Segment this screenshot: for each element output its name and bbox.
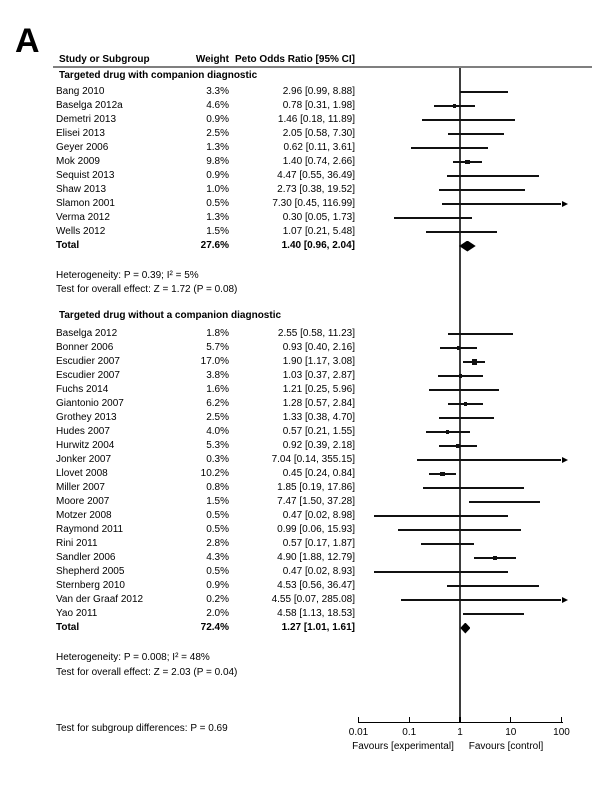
study-label: Jonker 2007 <box>56 454 112 465</box>
point-marker <box>479 333 481 335</box>
study-label: Mok 2009 <box>56 156 100 167</box>
study-estimate: 7.30 [0.45, 116.99] <box>272 198 355 209</box>
study-estimate: 1.07 [0.21, 5.48] <box>282 226 355 237</box>
study-label: Bang 2010 <box>56 86 105 97</box>
study-estimate: 0.30 [0.05, 1.73] <box>282 212 355 223</box>
study-estimate: 4.90 [1.88, 12.79] <box>277 552 355 563</box>
study-weight: 1.0% <box>206 184 229 195</box>
study-label: Rini 2011 <box>56 538 98 549</box>
study-weight: 2.5% <box>206 412 229 423</box>
study-label: Miller 2007 <box>56 482 105 493</box>
study-estimate: 1.40 [0.96, 2.04] <box>281 240 355 251</box>
study-label: Slamon 2001 <box>56 198 115 209</box>
point-marker <box>492 613 495 616</box>
axis-tick-label: 10 <box>505 727 517 738</box>
study-label: Baselga 2012a <box>56 100 123 111</box>
study-label: Sequist 2013 <box>56 170 115 181</box>
study-label: Moore 2007 <box>56 496 110 507</box>
point-marker <box>492 585 494 587</box>
study-label: Demetri 2013 <box>56 114 117 125</box>
point-marker <box>503 501 505 503</box>
study-weight: 72.4% <box>200 622 229 633</box>
study-label: Fuchs 2014 <box>56 384 109 395</box>
study-label: Yao 2011 <box>56 608 98 619</box>
study-estimate: 0.99 [0.06, 15.93] <box>277 524 355 535</box>
axis-label-favours-experimental: Favours [experimental] <box>352 741 454 752</box>
ci-line <box>401 599 561 600</box>
study-label: Total <box>56 622 80 633</box>
axis-tick <box>459 717 460 723</box>
column-header-estimate: Peto Odds Ratio [95% CI] <box>234 54 355 65</box>
point-marker <box>473 487 475 489</box>
study-estimate: 7.04 [0.14, 355.15] <box>271 454 355 465</box>
axis-tick <box>510 717 511 723</box>
study-weight: 0.3% <box>206 454 229 465</box>
study-weight: 10.2% <box>200 468 229 479</box>
study-estimate: 1.40 [0.74, 2.66] <box>282 156 355 167</box>
total-diamond <box>459 241 476 252</box>
study-label: Geyer 2006 <box>56 142 109 153</box>
study-estimate: 1.27 [1.01, 1.61] <box>281 622 355 633</box>
study-label: Sandler 2006 <box>56 552 116 563</box>
heterogeneity-text: Heterogeneity: P = 0.008; I² = 48% <box>56 652 210 663</box>
study-estimate: 4.53 [0.56, 36.47] <box>277 580 355 591</box>
ci-line <box>417 459 562 460</box>
study-weight: 0.5% <box>206 566 229 577</box>
point-marker <box>464 402 468 406</box>
study-weight: 2.5% <box>206 128 229 139</box>
point-marker <box>467 119 469 121</box>
axis-tick-label: 0.01 <box>348 727 369 738</box>
study-weight: 0.9% <box>206 114 229 125</box>
study-label: Shepherd 2005 <box>56 566 125 577</box>
study-estimate: 7.47 [1.50, 37.28] <box>277 496 355 507</box>
axis-tick <box>409 717 410 723</box>
study-label: Hudes 2007 <box>56 426 110 437</box>
study-weight: 4.6% <box>206 100 229 111</box>
study-weight: 0.5% <box>206 510 229 521</box>
point-marker <box>493 556 496 559</box>
point-marker <box>442 515 444 517</box>
study-estimate: 2.55 [0.58, 11.23] <box>277 328 355 339</box>
ci-line <box>374 515 509 516</box>
study-weight: 0.2% <box>206 594 229 605</box>
ci-line <box>374 571 508 572</box>
study-weight: 1.8% <box>206 328 229 339</box>
study-weight: 4.3% <box>206 552 229 563</box>
study-estimate: 0.93 [0.40, 2.16] <box>282 342 355 353</box>
axis-tick-label: 0.1 <box>402 727 417 738</box>
study-estimate: 0.62 [0.11, 3.61] <box>283 142 355 153</box>
heterogeneity-text: Heterogeneity: P = 0.39; I² = 5% <box>56 269 199 281</box>
point-marker <box>453 104 456 107</box>
study-weight: 17.0% <box>200 356 229 367</box>
study-weight: 2.8% <box>206 538 229 549</box>
study-estimate: 0.78 [0.31, 1.98] <box>282 100 355 111</box>
study-label: Total <box>56 240 80 251</box>
study-weight: 3.8% <box>206 370 229 381</box>
point-marker <box>440 472 444 476</box>
study-label: Escudier 2007 <box>56 356 120 367</box>
point-marker <box>432 217 434 219</box>
point-marker <box>493 599 495 601</box>
axis-label-favours-control: Favours [control] <box>468 741 544 752</box>
study-weight: 5.3% <box>206 440 229 451</box>
subgroup-title: Targeted drug with companion diagnostic <box>59 69 258 81</box>
study-weight: 9.8% <box>206 156 229 167</box>
study-estimate: 1.03 [0.37, 2.87] <box>282 370 355 381</box>
study-estimate: 2.05 [0.58, 7.30] <box>282 128 355 139</box>
study-label: Motzer 2008 <box>56 510 112 521</box>
arrow-right-icon <box>562 201 568 207</box>
point-marker <box>457 346 460 349</box>
arrow-right-icon <box>562 597 568 603</box>
study-estimate: 0.45 [0.24, 0.84] <box>282 468 355 479</box>
point-marker <box>442 571 444 573</box>
study-label: Raymond 2011 <box>56 524 124 535</box>
point-marker <box>448 147 450 149</box>
study-label: Bonner 2006 <box>56 342 114 353</box>
study-weight: 3.3% <box>206 86 229 97</box>
study-estimate: 0.57 [0.21, 1.55] <box>282 426 355 437</box>
point-marker <box>463 389 465 391</box>
study-label: Shaw 2013 <box>56 184 107 195</box>
study-label: Wells 2012 <box>56 226 106 237</box>
total-diamond <box>460 623 470 634</box>
arrow-right-icon <box>562 457 568 463</box>
study-estimate: 2.96 [0.99, 8.88] <box>282 86 355 97</box>
study-label: Van der Graaf 2012 <box>56 594 144 605</box>
study-label: Verma 2012 <box>56 212 110 223</box>
study-weight: 4.0% <box>206 426 229 437</box>
study-estimate: 1.46 [0.18, 11.89] <box>277 114 355 125</box>
column-header-study: Study or Subgroup <box>59 54 150 65</box>
study-label: Grothey 2013 <box>56 412 117 423</box>
study-estimate: 1.90 [1.17, 3.08] <box>282 356 355 367</box>
point-marker <box>472 359 477 364</box>
overall-effect-text: Test for overall effect: Z = 2.03 (P = 0.04) <box>56 666 238 678</box>
point-marker <box>459 374 462 377</box>
point-marker <box>481 189 483 191</box>
line-of-no-effect <box>459 68 460 723</box>
point-marker <box>503 203 505 205</box>
study-weight: 1.3% <box>206 212 229 223</box>
study-weight: 1.3% <box>206 142 229 153</box>
study-label: Sternberg 2010 <box>56 580 125 591</box>
study-estimate: 0.47 [0.02, 8.93] <box>282 566 355 577</box>
study-weight: 6.2% <box>206 398 229 409</box>
study-weight: 27.6% <box>200 240 229 251</box>
study-estimate: 4.55 [0.07, 285.08] <box>271 594 355 605</box>
study-weight: 1.5% <box>206 496 229 507</box>
subgroup-differences-text: Test for subgroup differences: P = 0.69 <box>56 722 228 734</box>
study-estimate: 0.57 [0.17, 1.87] <box>282 538 355 549</box>
point-marker <box>502 459 504 461</box>
point-marker <box>446 430 449 433</box>
study-label: Elisei 2013 <box>56 128 105 139</box>
study-estimate: 1.33 [0.38, 4.70] <box>282 412 355 423</box>
point-marker <box>446 543 449 546</box>
study-label: Hurwitz 2004 <box>56 440 115 451</box>
axis-tick <box>358 717 359 723</box>
point-marker <box>474 133 477 136</box>
column-header-weight: Weight <box>195 54 229 65</box>
point-marker <box>465 160 469 164</box>
point-marker <box>459 529 461 531</box>
study-weight: 0.5% <box>206 198 229 209</box>
point-marker <box>492 175 494 177</box>
study-label: Escudier 2007 <box>56 370 120 381</box>
study-weight: 0.9% <box>206 580 229 591</box>
study-weight: 5.7% <box>206 342 229 353</box>
study-label: Llovet 2008 <box>56 468 108 479</box>
study-estimate: 1.28 [0.57, 2.84] <box>282 398 355 409</box>
study-label: Giantonio 2007 <box>56 398 124 409</box>
point-marker <box>460 231 462 233</box>
study-weight: 0.8% <box>206 482 229 493</box>
study-weight: 0.5% <box>206 524 229 535</box>
study-estimate: 2.73 [0.38, 19.52] <box>277 184 355 195</box>
study-estimate: 0.47 [0.02, 8.98] <box>282 510 355 521</box>
panel-label: A <box>15 22 40 60</box>
subgroup-title: Targeted drug without a companion diagnostic <box>59 309 282 321</box>
study-estimate: 1.85 [0.19, 17.86] <box>277 482 355 493</box>
study-estimate: 4.47 [0.55, 36.49] <box>277 170 355 181</box>
overall-effect-text: Test for overall effect: Z = 1.72 (P = 0.08) <box>56 283 238 295</box>
point-marker <box>482 91 485 94</box>
point-marker <box>465 417 468 420</box>
study-weight: 0.9% <box>206 170 229 181</box>
point-marker <box>456 444 459 447</box>
axis-tick-label: 1 <box>457 727 463 738</box>
study-weight: 2.0% <box>206 608 229 619</box>
study-weight: 1.5% <box>206 226 229 237</box>
study-estimate: 1.21 [0.25, 5.96] <box>282 384 355 395</box>
study-label: Baselga 2012 <box>56 328 118 339</box>
study-weight: 1.6% <box>206 384 229 395</box>
study-estimate: 0.92 [0.39, 2.18] <box>282 440 355 451</box>
axis-tick-label: 100 <box>553 727 570 738</box>
study-estimate: 4.58 [1.13, 18.53] <box>277 608 355 619</box>
axis-tick <box>561 717 562 723</box>
